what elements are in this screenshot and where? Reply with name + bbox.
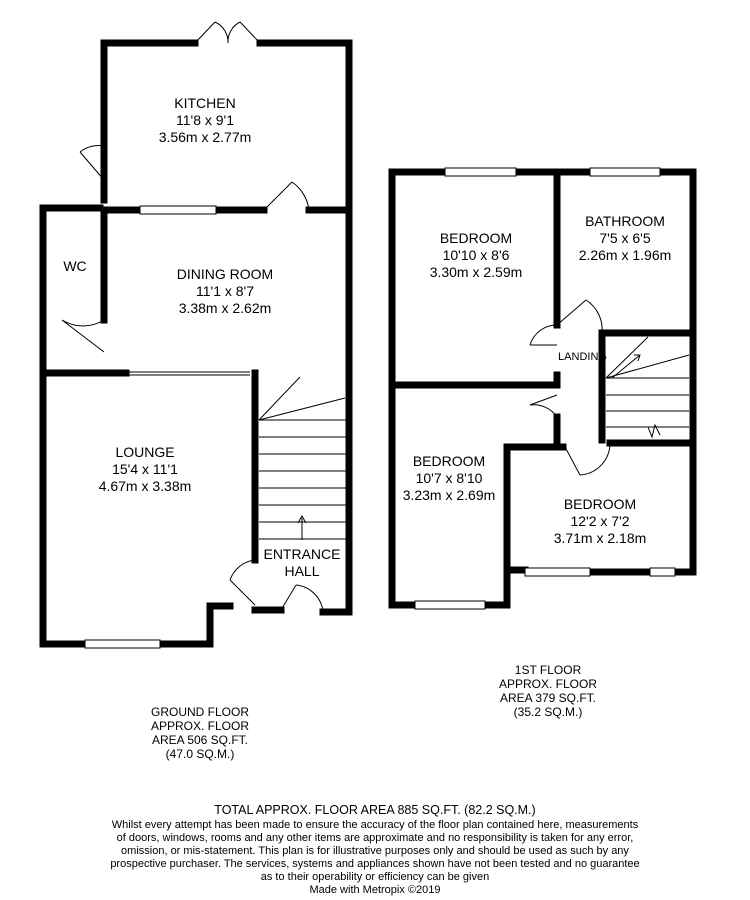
disclaimer-line: omission, or mis-statement. This plan is for illustrative purposes only and should be used as such by any [121, 845, 629, 857]
room-size-imperial: 11'1 x 8'7 [195, 283, 255, 299]
room-name: BEDROOM [563, 496, 637, 512]
room-size-imperial: 15'4 x 11'1 [112, 461, 178, 477]
room-label-wc [50, 258, 100, 275]
room-label-bedroom-rear [394, 453, 504, 504]
room-name-line2: HALL [284, 563, 320, 579]
total-floor-area: TOTAL APPROX. FLOOR AREA 885 SQ.FT. (82.2 SQ.M.) [214, 803, 536, 817]
room-name: LANDING [558, 351, 607, 363]
area-line: APPROX. FLOOR [498, 677, 598, 691]
ground-floor-area [130, 705, 270, 761]
room-label-bathroom [560, 213, 690, 264]
room-name: BEDROOM [439, 230, 513, 246]
room-name: KITCHEN [174, 95, 236, 111]
first-floor-area [478, 663, 618, 719]
disclaimer-line: Whilst every attempt has been made to ensure the accuracy of the floor plan contained here, measurements [111, 819, 639, 831]
room-size-imperial: 10'7 x 8'10 [415, 470, 483, 486]
room-label-bedroom-small [520, 496, 680, 547]
room-size-metric: 3.23m x 2.69m [402, 487, 496, 503]
room-size-imperial: 10'10 x 8'6 [442, 247, 510, 263]
disclaimer-block [60, 801, 690, 897]
disclaimer-line: prospective purchaser. The services, systems and appliances shown have not been tested and no guarantee [110, 858, 640, 870]
room-size-imperial: 12'2 x 7'2 [570, 513, 630, 529]
room-label-lounge [60, 444, 230, 495]
room-label-kitchen [120, 95, 290, 146]
area-line: (47.0 SQ.M.) [165, 747, 235, 761]
area-line: APPROX. FLOOR [150, 719, 250, 733]
room-size-metric: 3.56m x 2.77m [158, 129, 252, 145]
room-label-landing [555, 351, 610, 364]
room-name-line1: ENTRANCE [263, 546, 341, 562]
credit-line: Made with Metropix ©2019 [309, 884, 441, 896]
area-line: AREA 379 SQ.FT. [499, 691, 597, 705]
disclaimer-line: as to their operability or efficiency can be given [260, 871, 490, 883]
room-name: DINING ROOM [176, 266, 274, 282]
room-size-imperial: 7'5 x 6'5 [599, 230, 651, 246]
room-label-entrance-hall [256, 546, 348, 580]
disclaimer-line: of doors, windows, rooms and any other items are approximate and no responsibility is taken for any error, [116, 832, 634, 844]
area-line: 1ST FLOOR [514, 663, 582, 677]
room-size-metric: 3.30m x 2.59m [429, 264, 523, 280]
area-line: GROUND FLOOR [150, 705, 249, 719]
area-line: (35.2 SQ.M.) [513, 705, 583, 719]
room-size-imperial: 11'8 x 9'1 [175, 112, 235, 128]
first-floor-stairs [606, 337, 689, 437]
ground-floor-stairs [259, 377, 349, 540]
room-label-dining-room [140, 266, 310, 317]
room-size-metric: 3.71m x 2.18m [553, 530, 647, 546]
room-name: BEDROOM [412, 453, 486, 469]
room-size-metric: 2.26m x 1.96m [578, 247, 672, 263]
room-name: LOUNGE [115, 444, 175, 460]
room-size-metric: 4.67m x 3.38m [98, 478, 192, 494]
room-name: BATHROOM [585, 213, 665, 229]
room-size-metric: 3.38m x 2.62m [178, 300, 272, 316]
room-name: WC [63, 258, 87, 274]
area-line: AREA 506 SQ.FT. [151, 733, 249, 747]
room-label-bedroom-front [395, 230, 557, 281]
